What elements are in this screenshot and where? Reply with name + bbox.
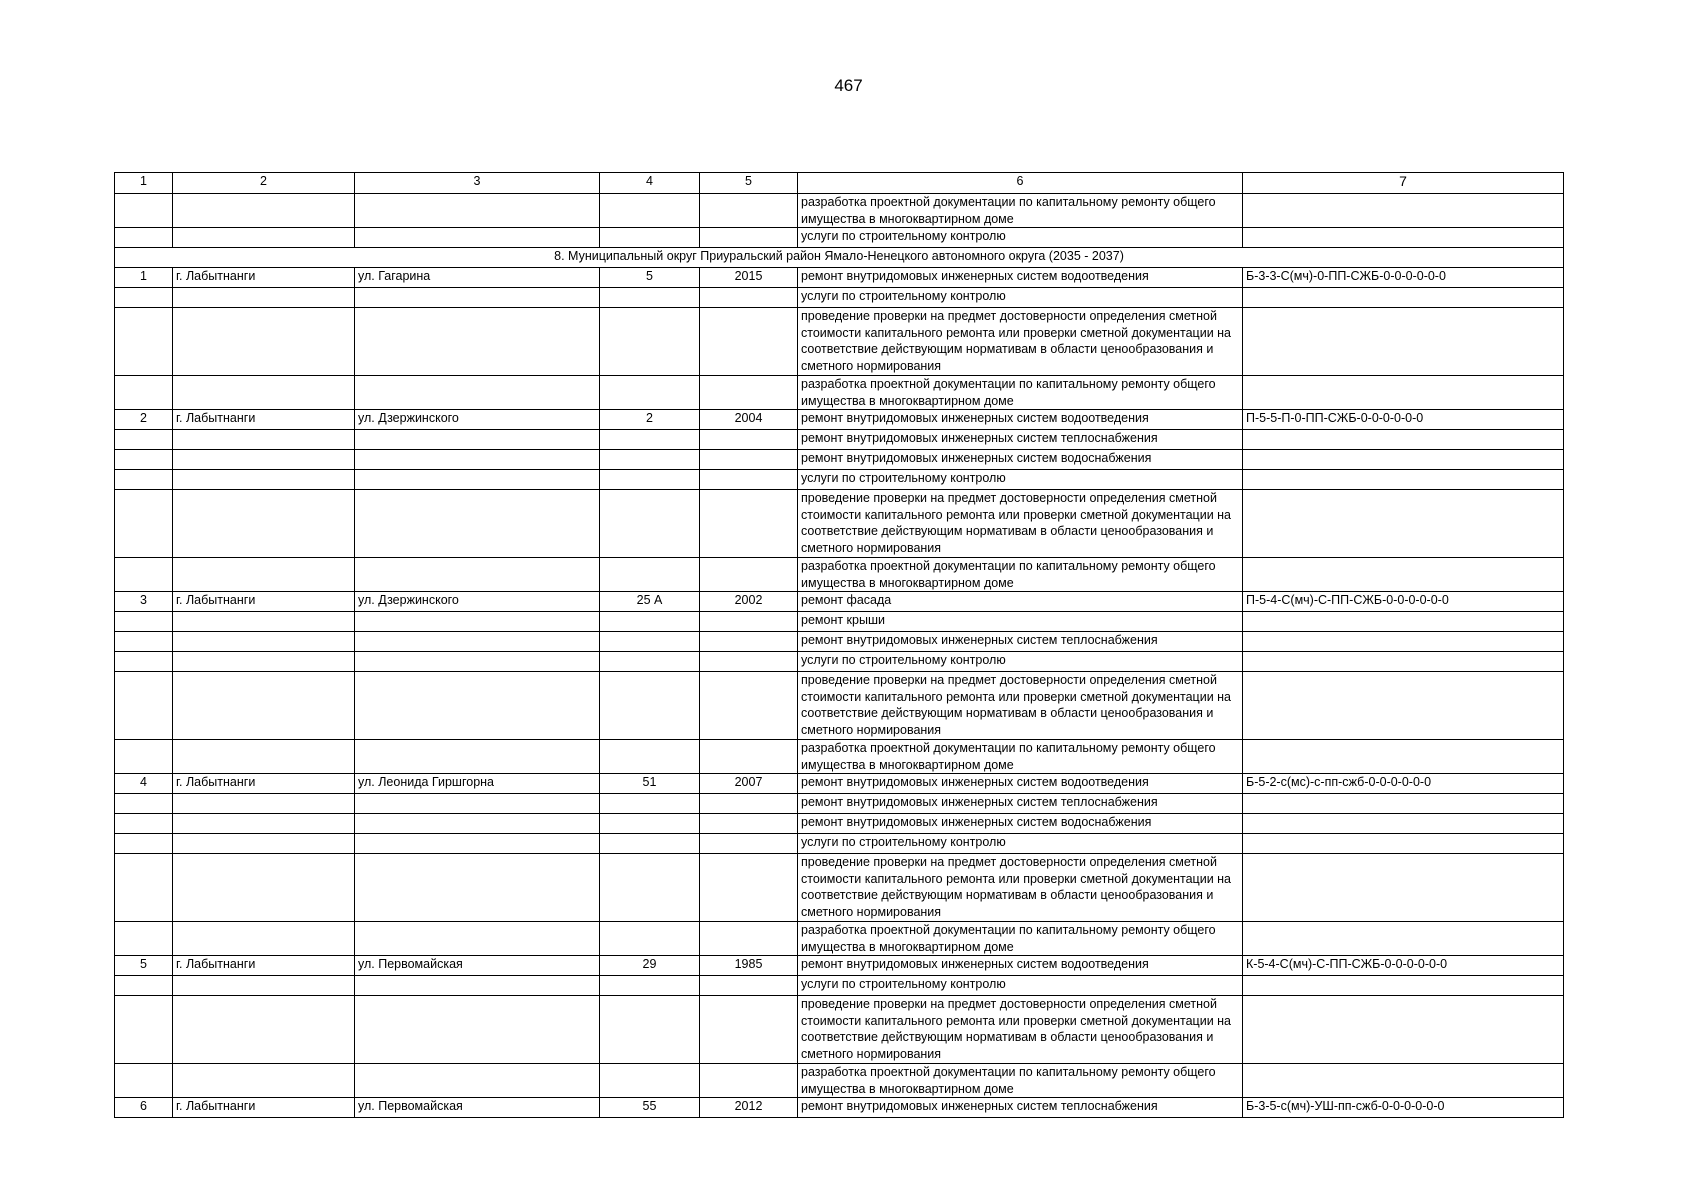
work-type-cell: проведение проверки на предмет достоверности определения сметной стоимости капитального ремонта или проверки сметной документации на соответствие действующим нормативам в области ценообразования и сметного нормирования [798, 672, 1243, 740]
column-header: 6 [798, 173, 1243, 194]
house-number-cell: 55 [600, 1098, 700, 1118]
row-number-cell [115, 376, 173, 410]
building-code-cell [1243, 376, 1564, 410]
city-cell [173, 612, 355, 632]
row-number-cell [115, 612, 173, 632]
table-row [115, 308, 1564, 376]
year-cell [700, 194, 798, 228]
city-cell [173, 996, 355, 1064]
work-type-cell: разработка проектной документации по капитальному ремонту общего имущества в многоквартирном доме [798, 194, 1243, 228]
street-cell [355, 376, 600, 410]
house-number-cell [600, 1064, 700, 1098]
house-number-cell [600, 194, 700, 228]
work-type-cell: ремонт внутридомовых инженерных систем теплоснабжения [798, 430, 1243, 450]
street-cell [355, 854, 600, 922]
row-number-cell [115, 308, 173, 376]
city-cell: г. Лабытнанги [173, 956, 355, 976]
year-cell [700, 922, 798, 956]
work-type-cell: ремонт внутридомовых инженерных систем водоотведения [798, 268, 1243, 288]
house-number-cell [600, 450, 700, 470]
street-cell: ул. Гагарина [355, 268, 600, 288]
row-number-cell [115, 288, 173, 308]
street-cell [355, 288, 600, 308]
table-row [115, 1098, 1564, 1118]
street-cell [355, 470, 600, 490]
street-cell [355, 740, 600, 774]
city-cell [173, 470, 355, 490]
year-cell: 2015 [700, 268, 798, 288]
house-number-cell [600, 430, 700, 450]
building-code-cell [1243, 672, 1564, 740]
house-number-cell: 5 [600, 268, 700, 288]
year-cell: 2012 [700, 1098, 798, 1118]
street-cell [355, 490, 600, 558]
city-cell [173, 740, 355, 774]
building-code-cell [1243, 740, 1564, 774]
row-number-cell [115, 996, 173, 1064]
row-number-cell [115, 922, 173, 956]
city-cell [173, 228, 355, 248]
row-number-cell [115, 672, 173, 740]
table-row [115, 854, 1564, 922]
street-cell [355, 308, 600, 376]
house-number-cell [600, 996, 700, 1064]
city-cell [173, 194, 355, 228]
city-cell [173, 834, 355, 854]
table-row [115, 794, 1564, 814]
row-number-cell [115, 228, 173, 248]
year-cell [700, 854, 798, 922]
building-code-cell [1243, 632, 1564, 652]
house-number-cell [600, 740, 700, 774]
year-cell [700, 1064, 798, 1098]
table-row [115, 410, 1564, 430]
year-cell [700, 740, 798, 774]
year-cell: 2007 [700, 774, 798, 794]
house-number-cell [600, 490, 700, 558]
year-cell [700, 632, 798, 652]
year-cell [700, 308, 798, 376]
street-cell: ул. Первомайская [355, 1098, 600, 1118]
year-cell [700, 288, 798, 308]
work-type-cell: ремонт внутридомовых инженерных систем водоснабжения [798, 814, 1243, 834]
table-row [115, 268, 1564, 288]
city-cell: г. Лабытнанги [173, 410, 355, 430]
row-number-cell [115, 490, 173, 558]
column-header-row [115, 173, 1564, 194]
table-row [115, 558, 1564, 592]
street-cell [355, 652, 600, 672]
city-cell [173, 308, 355, 376]
city-cell [173, 288, 355, 308]
row-number-cell: 1 [115, 268, 173, 288]
work-type-cell: услуги по строительному контролю [798, 470, 1243, 490]
row-number-cell: 4 [115, 774, 173, 794]
table-row [115, 956, 1564, 976]
house-number-cell [600, 652, 700, 672]
column-header: 4 [600, 173, 700, 194]
table-body [115, 173, 1564, 1118]
row-number-cell [115, 740, 173, 774]
year-cell [700, 450, 798, 470]
street-cell [355, 976, 600, 996]
table-row [115, 430, 1564, 450]
building-code-cell [1243, 1064, 1564, 1098]
building-code-cell [1243, 922, 1564, 956]
building-code-cell [1243, 308, 1564, 376]
table-row [115, 814, 1564, 834]
table-row [115, 834, 1564, 854]
building-code-cell [1243, 854, 1564, 922]
row-number-cell: 2 [115, 410, 173, 430]
house-number-cell [600, 854, 700, 922]
row-number-cell [115, 814, 173, 834]
building-code-cell [1243, 450, 1564, 470]
row-number-cell [115, 558, 173, 592]
house-number-cell: 29 [600, 956, 700, 976]
table-row [115, 652, 1564, 672]
street-cell: ул. Леонида Гиршгорна [355, 774, 600, 794]
row-number-cell [115, 632, 173, 652]
year-cell [700, 996, 798, 1064]
section-title: 8. Муниципальный округ Приуральский район Ямало-Ненецкого автономного округа (2035 - 2037) [115, 248, 1564, 268]
building-code-cell [1243, 228, 1564, 248]
column-header: 1 [115, 173, 173, 194]
street-cell [355, 814, 600, 834]
building-code-cell: П-5-5-П-0-ПП-СЖБ-0-0-0-0-0-0 [1243, 410, 1564, 430]
table-row [115, 612, 1564, 632]
table-row [115, 450, 1564, 470]
work-type-cell: ремонт крыши [798, 612, 1243, 632]
row-number-cell [115, 976, 173, 996]
street-cell [355, 194, 600, 228]
year-cell [700, 652, 798, 672]
table-row [115, 996, 1564, 1064]
work-type-cell: ремонт внутридомовых инженерных систем водоотведения [798, 956, 1243, 976]
year-cell [700, 976, 798, 996]
house-number-cell [600, 288, 700, 308]
table-row [115, 774, 1564, 794]
street-cell: ул. Дзержинского [355, 592, 600, 612]
house-number-cell [600, 632, 700, 652]
house-number-cell [600, 976, 700, 996]
table-row [115, 376, 1564, 410]
city-cell [173, 632, 355, 652]
street-cell [355, 450, 600, 470]
work-type-cell: разработка проектной документации по капитальному ремонту общего имущества в многоквартирном доме [798, 922, 1243, 956]
house-number-cell: 51 [600, 774, 700, 794]
table-row [115, 976, 1564, 996]
city-cell [173, 558, 355, 592]
city-cell [173, 922, 355, 956]
table-row [115, 592, 1564, 612]
street-cell [355, 834, 600, 854]
year-cell [700, 228, 798, 248]
building-code-cell: Б-3-5-с(мч)-УШ-пп-сжб-0-0-0-0-0-0 [1243, 1098, 1564, 1118]
street-cell [355, 996, 600, 1064]
house-number-cell [600, 672, 700, 740]
work-type-cell: разработка проектной документации по капитальному ремонту общего имущества в многоквартирном доме [798, 558, 1243, 592]
city-cell: г. Лабытнанги [173, 268, 355, 288]
city-cell: г. Лабытнанги [173, 774, 355, 794]
work-type-cell: ремонт фасада [798, 592, 1243, 612]
building-code-cell [1243, 976, 1564, 996]
building-code-cell [1243, 558, 1564, 592]
building-code-cell: Б-5-2-с(мс)-с-пп-сжб-0-0-0-0-0-0 [1243, 774, 1564, 794]
work-type-cell: разработка проектной документации по капитальному ремонту общего имущества в многоквартирном доме [798, 740, 1243, 774]
row-number-cell [115, 652, 173, 672]
city-cell: г. Лабытнанги [173, 1098, 355, 1118]
work-type-cell: ремонт внутридомовых инженерных систем теплоснабжения [798, 1098, 1243, 1118]
work-type-cell: услуги по строительному контролю [798, 288, 1243, 308]
building-code-cell [1243, 490, 1564, 558]
street-cell [355, 672, 600, 740]
work-type-cell: проведение проверки на предмет достоверности определения сметной стоимости капитального ремонта или проверки сметной документации на соответствие действующим нормативам в области ценообразования и сметного нормирования [798, 308, 1243, 376]
year-cell: 1985 [700, 956, 798, 976]
house-number-cell [600, 834, 700, 854]
street-cell: ул. Дзержинского [355, 410, 600, 430]
work-type-cell: ремонт внутридомовых инженерных систем водоснабжения [798, 450, 1243, 470]
building-code-cell: П-5-4-С(мч)-С-ПП-СЖБ-0-0-0-0-0-0 [1243, 592, 1564, 612]
table-row [115, 740, 1564, 774]
work-type-cell: ремонт внутридомовых инженерных систем водоотведения [798, 410, 1243, 430]
row-number-cell: 3 [115, 592, 173, 612]
building-code-cell: Б-3-3-С(мч)-0-ПП-СЖБ-0-0-0-0-0-0 [1243, 268, 1564, 288]
house-number-cell [600, 376, 700, 410]
row-number-cell [115, 794, 173, 814]
year-cell [700, 558, 798, 592]
city-cell [173, 652, 355, 672]
house-number-cell [600, 470, 700, 490]
table-row [115, 922, 1564, 956]
table-row [115, 288, 1564, 308]
year-cell [700, 376, 798, 410]
year-cell [700, 470, 798, 490]
street-cell: ул. Первомайская [355, 956, 600, 976]
house-number-cell [600, 794, 700, 814]
row-number-cell: 5 [115, 956, 173, 976]
year-cell [700, 672, 798, 740]
work-type-cell: услуги по строительному контролю [798, 976, 1243, 996]
row-number-cell [115, 470, 173, 490]
street-cell [355, 922, 600, 956]
table-row [115, 672, 1564, 740]
city-cell [173, 814, 355, 834]
city-cell [173, 672, 355, 740]
capital-repair-table [114, 172, 1564, 1118]
year-cell: 2004 [700, 410, 798, 430]
building-code-cell [1243, 996, 1564, 1064]
house-number-cell [600, 814, 700, 834]
building-code-cell [1243, 470, 1564, 490]
street-cell [355, 228, 600, 248]
row-number-cell [115, 194, 173, 228]
building-code-cell [1243, 430, 1564, 450]
street-cell [355, 1064, 600, 1098]
city-cell [173, 450, 355, 470]
building-code-cell: К-5-4-С(мч)-С-ПП-СЖБ-0-0-0-0-0-0 [1243, 956, 1564, 976]
column-header: 3 [355, 173, 600, 194]
street-cell [355, 794, 600, 814]
column-header: 5 [700, 173, 798, 194]
city-cell [173, 490, 355, 558]
year-cell: 2002 [700, 592, 798, 612]
city-cell: г. Лабытнанги [173, 592, 355, 612]
work-type-cell: разработка проектной документации по капитальному ремонту общего имущества в многоквартирном доме [798, 1064, 1243, 1098]
street-cell [355, 612, 600, 632]
work-type-cell: проведение проверки на предмет достоверности определения сметной стоимости капитального ремонта или проверки сметной документации на соответствие действующим нормативам в области ценообразования и сметного нормирования [798, 996, 1243, 1064]
city-cell [173, 430, 355, 450]
work-type-cell: проведение проверки на предмет достоверности определения сметной стоимости капитального ремонта или проверки сметной документации на соответствие действующим нормативам в области ценообразования и сметного нормирования [798, 490, 1243, 558]
table-row [115, 632, 1564, 652]
row-number-cell [115, 854, 173, 922]
row-number-cell: 6 [115, 1098, 173, 1118]
work-type-cell: проведение проверки на предмет достоверности определения сметной стоимости капитального ремонта или проверки сметной документации на соответствие действующим нормативам в области ценообразования и сметного нормирования [798, 854, 1243, 922]
row-number-cell [115, 430, 173, 450]
table-row [115, 194, 1564, 228]
row-number-cell [115, 1064, 173, 1098]
building-code-cell [1243, 194, 1564, 228]
table-row [115, 1064, 1564, 1098]
work-type-cell: услуги по строительному контролю [798, 652, 1243, 672]
house-number-cell: 2 [600, 410, 700, 430]
building-code-cell [1243, 652, 1564, 672]
house-number-cell [600, 612, 700, 632]
street-cell [355, 558, 600, 592]
year-cell [700, 814, 798, 834]
house-number-cell [600, 228, 700, 248]
city-cell [173, 976, 355, 996]
year-cell [700, 430, 798, 450]
house-number-cell [600, 558, 700, 592]
table-row [115, 228, 1564, 248]
year-cell [700, 612, 798, 632]
house-number-cell [600, 308, 700, 376]
city-cell [173, 376, 355, 410]
city-cell [173, 794, 355, 814]
building-code-cell [1243, 612, 1564, 632]
city-cell [173, 1064, 355, 1098]
section-header-row [115, 248, 1564, 268]
year-cell [700, 834, 798, 854]
work-type-cell: услуги по строительному контролю [798, 834, 1243, 854]
street-cell [355, 430, 600, 450]
work-type-cell: ремонт внутридомовых инженерных систем водоотведения [798, 774, 1243, 794]
city-cell [173, 854, 355, 922]
building-code-cell [1243, 288, 1564, 308]
work-type-cell: ремонт внутридомовых инженерных систем теплоснабжения [798, 632, 1243, 652]
house-number-cell [600, 922, 700, 956]
year-cell [700, 490, 798, 558]
row-number-cell [115, 450, 173, 470]
work-type-cell: услуги по строительному контролю [798, 228, 1243, 248]
table-row [115, 490, 1564, 558]
building-code-cell [1243, 794, 1564, 814]
building-code-cell [1243, 814, 1564, 834]
row-number-cell [115, 834, 173, 854]
column-header: 7 [1243, 173, 1564, 194]
house-number-cell: 25 А [600, 592, 700, 612]
street-cell [355, 632, 600, 652]
work-type-cell: разработка проектной документации по капитальному ремонту общего имущества в многоквартирном доме [798, 376, 1243, 410]
year-cell [700, 794, 798, 814]
work-type-cell: ремонт внутридомовых инженерных систем теплоснабжения [798, 794, 1243, 814]
column-header: 2 [173, 173, 355, 194]
page-number: 467 [834, 76, 863, 95]
building-code-cell [1243, 834, 1564, 854]
table-row [115, 470, 1564, 490]
